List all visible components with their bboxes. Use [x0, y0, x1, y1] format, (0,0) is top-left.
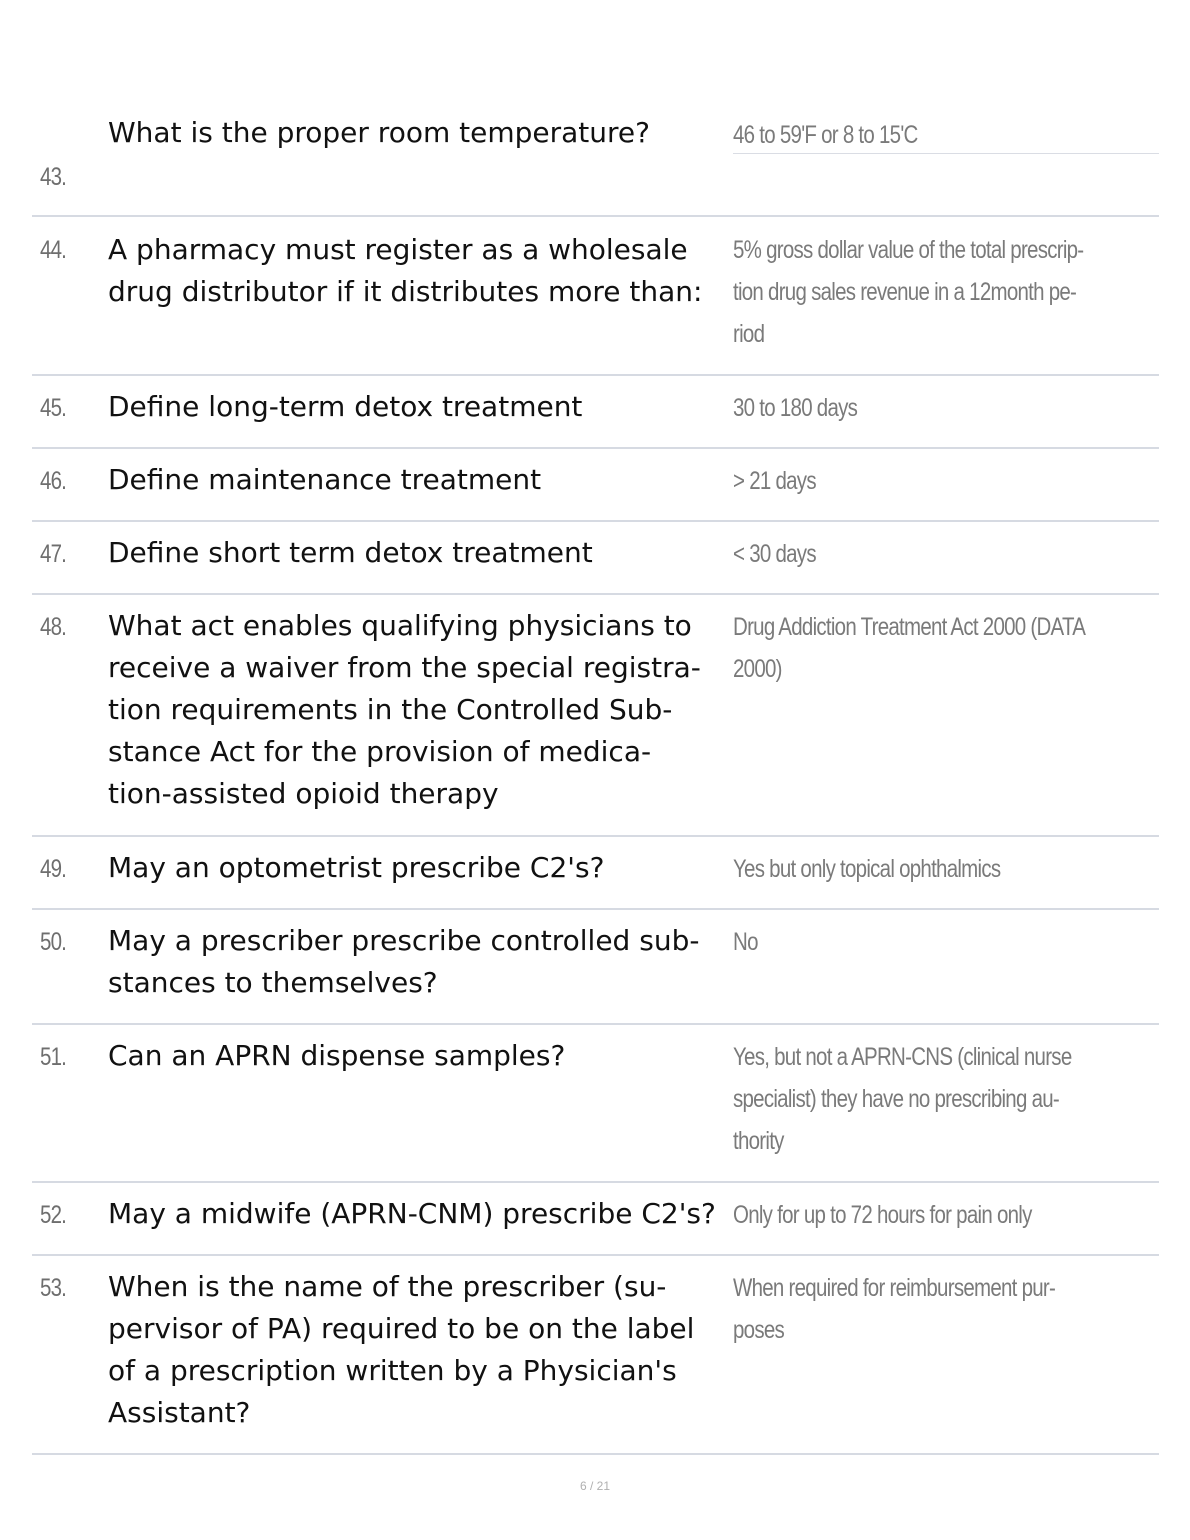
card-divider [32, 215, 1159, 217]
card-divider [32, 1181, 1159, 1183]
answer-line: poses [733, 1316, 785, 1344]
card-49-number: 49. [40, 855, 67, 883]
question-line: What act enables qualifying physicians to [108, 609, 692, 642]
question-line: stances to themselves? [108, 966, 438, 999]
card-52-question [108, 1193, 728, 1235]
question-line: May a midwife (APRN-CNM) prescribe C2's? [108, 1197, 716, 1230]
answer-line: When required for reimbursement pur- [733, 1274, 1056, 1302]
card-divider [32, 908, 1159, 910]
card-44-answer [733, 229, 1084, 355]
card-51-answer [733, 1036, 1077, 1162]
question-line: receive a waiver from the special registra- [108, 651, 701, 684]
answer-line: > 21 days [733, 467, 816, 495]
answer-line: Yes but only topical ophthalmics [733, 855, 1001, 883]
answer-line: Only for up to 72 hours for pain only [733, 1201, 1032, 1229]
card-divider [32, 1023, 1159, 1025]
card-51-question [108, 1035, 728, 1077]
card-52-number: 52. [40, 1201, 67, 1229]
question-line: What is the proper room temperature? [108, 116, 650, 149]
question-line: Define long-term detox treatment [108, 390, 583, 423]
question-line: When is the name of the prescriber (su- [108, 1270, 667, 1303]
card-43-answer [733, 114, 1077, 156]
card-44-number: 44. [40, 236, 67, 264]
page-indicator: 6 / 21 [579, 1479, 611, 1493]
answer-line: No [733, 928, 758, 956]
answer-line: 46 to 59'F or 8 to 15'C [733, 121, 918, 149]
card-46-answer [733, 460, 1077, 502]
question-line: of a prescription written by a Physician's [108, 1354, 677, 1387]
card-divider [32, 835, 1159, 837]
answer-line: < 30 days [733, 540, 816, 568]
card-48-number: 48. [40, 613, 67, 641]
card-47-number: 47. [40, 540, 67, 568]
card-50-answer [733, 921, 1077, 963]
card-43-answer-divider [733, 153, 1159, 154]
question-line: tion-assisted opioid therapy [108, 777, 499, 810]
card-47-question [108, 532, 728, 574]
card-53-question [108, 1266, 728, 1434]
card-46-number: 46. [40, 467, 67, 495]
card-45-answer [733, 387, 1077, 429]
card-divider [32, 447, 1159, 449]
card-43-number: 43. [40, 163, 67, 191]
question-line: stance Act for the provision of medica- [108, 735, 652, 768]
question-line: Assistant? [108, 1396, 251, 1429]
card-divider [32, 1254, 1159, 1256]
card-43-question [108, 112, 728, 154]
card-divider [32, 1453, 1159, 1455]
question-line: Can an APRN dispense samples? [108, 1039, 566, 1072]
card-divider [32, 374, 1159, 376]
card-divider [32, 593, 1159, 595]
answer-line: thority [733, 1127, 784, 1155]
question-line: A pharmacy must register as a wholesale [108, 233, 688, 266]
card-51-number: 51. [40, 1043, 67, 1071]
card-50-question [108, 920, 728, 1004]
card-45-number: 45. [40, 394, 67, 422]
question-line: tion requirements in the Controlled Sub- [108, 693, 673, 726]
question-line: May an optometrist prescribe C2's? [108, 851, 605, 884]
card-53-number: 53. [40, 1274, 67, 1302]
card-53-answer [733, 1267, 1077, 1351]
card-48-answer [733, 606, 1086, 690]
card-46-question [108, 459, 728, 501]
answer-line: Yes, but not a APRN-CNS (clinical nurse [733, 1043, 1072, 1071]
question-line: Define short term detox treatment [108, 536, 593, 569]
question-line: Define maintenance treatment [108, 463, 542, 496]
card-52-answer [733, 1194, 1077, 1236]
card-47-answer [733, 533, 1077, 575]
answer-line: specialist) they have no prescribing au- [733, 1085, 1060, 1113]
card-45-question [108, 386, 728, 428]
question-line: pervisor of PA) required to be on the label [108, 1312, 695, 1345]
answer-line: Drug Addiction Treatment Act 2000 (DATA [733, 613, 1086, 641]
card-44-question [108, 229, 728, 313]
card-divider [32, 520, 1159, 522]
card-49-answer [733, 848, 1077, 890]
answer-line: 5% gross dollar value of the total prescrip- [733, 236, 1084, 264]
answer-line: 30 to 180 days [733, 394, 858, 422]
card-48-question [108, 605, 728, 815]
card-50-number: 50. [40, 928, 67, 956]
answer-line: 2000) [733, 655, 782, 683]
card-49-question [108, 847, 728, 889]
question-line: drug distributor if it distributes more than: [108, 275, 703, 308]
answer-line: riod [733, 320, 765, 348]
question-line: May a prescriber prescribe controlled sub- [108, 924, 700, 957]
answer-line: tion drug sales revenue in a 12month pe- [733, 278, 1077, 306]
